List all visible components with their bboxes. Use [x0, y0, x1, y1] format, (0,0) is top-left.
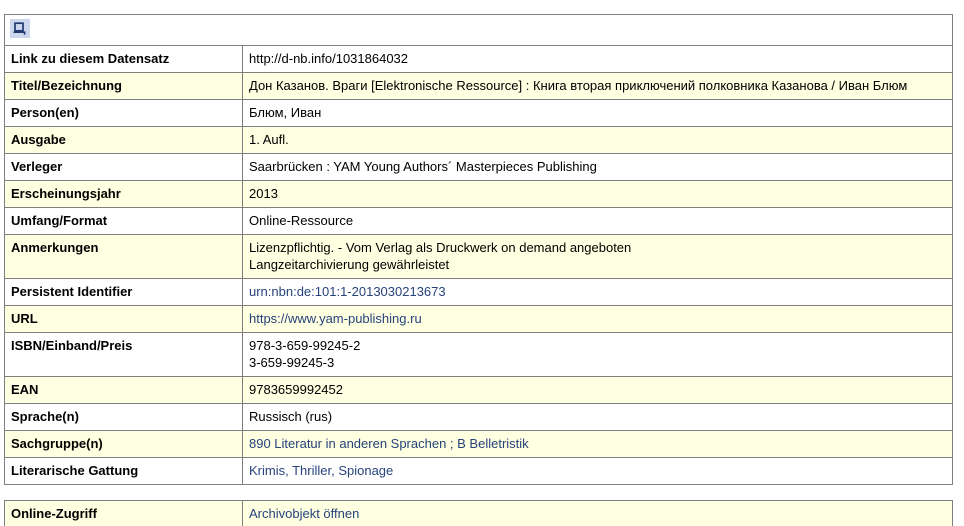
field-value-text: 3-659-99245-3: [249, 355, 335, 370]
record-rows: [5, 46, 952, 484]
table-row: [5, 457, 952, 484]
field-label: Ausgabe: [5, 127, 243, 153]
field-label: EAN: [5, 377, 243, 403]
field-label: Link zu diesem Datensatz: [5, 46, 243, 72]
field-value-link[interactable]: urn:nbn:de:101:1-2013030213673: [249, 284, 446, 299]
table-row: [5, 376, 952, 403]
field-value: [243, 458, 952, 484]
field-value-link[interactable]: Krimis, Thriller, Spionage: [249, 463, 394, 478]
field-value-text: Langzeitarchivierung gewährleistet: [249, 257, 450, 272]
field-label: Anmerkungen: [5, 235, 243, 278]
field-label: Umfang/Format: [5, 208, 243, 234]
field-value: [243, 377, 952, 403]
field-value-text: 978-3-659-99245-2: [249, 338, 361, 353]
field-value: [243, 333, 952, 376]
field-value-link[interactable]: https://www.yam-publishing.ru: [249, 311, 422, 326]
access-rows: [5, 501, 952, 526]
table-row: [5, 501, 952, 526]
field-label: Titel/Bezeichnung: [5, 73, 243, 99]
field-value: [243, 73, 952, 99]
field-value: [243, 181, 952, 207]
field-value: [243, 208, 952, 234]
field-label: Persistent Identifier: [5, 279, 243, 305]
field-value: [243, 404, 952, 430]
field-label: Sachgruppe(n): [5, 431, 243, 457]
field-value: [243, 100, 952, 126]
table-row: [5, 126, 952, 153]
field-value: [243, 235, 952, 278]
table-row: [5, 180, 952, 207]
table-row: [5, 278, 952, 305]
field-label: URL: [5, 306, 243, 332]
field-value-link[interactable]: 890 Literatur in anderen Sprachen ; B Belletristik: [249, 436, 529, 451]
field-value: [243, 501, 952, 526]
field-value: [243, 431, 952, 457]
table-row: [5, 153, 952, 180]
field-value-text: Online-Ressource: [249, 213, 354, 228]
record-table: [4, 14, 953, 485]
print-icon[interactable]: [10, 19, 30, 38]
table-row: [5, 332, 952, 376]
field-label: Verleger: [5, 154, 243, 180]
table-row: [5, 46, 952, 72]
field-value: [243, 306, 952, 332]
field-value: [243, 279, 952, 305]
table-row: [5, 99, 952, 126]
field-value-link[interactable]: Archivobjekt öffnen: [249, 506, 360, 521]
table-row: [5, 430, 952, 457]
field-label: Erscheinungsjahr: [5, 181, 243, 207]
field-value-text: http://d-nb.info/1031864032: [249, 51, 409, 66]
field-label: ISBN/Einband/Preis: [5, 333, 243, 376]
field-value-text: Lizenzpflichtig. - Vom Verlag als Druckwerk on demand angeboten: [249, 240, 632, 255]
field-value-text: Saarbrücken : YAM Young Authors´ Masterpieces Publishing: [249, 159, 597, 174]
table-row: [5, 234, 952, 278]
table-row: [5, 305, 952, 332]
table-row: [5, 207, 952, 234]
field-value: [243, 127, 952, 153]
field-label: Person(en): [5, 100, 243, 126]
table-row: [5, 72, 952, 99]
online-access-table: [4, 500, 953, 526]
field-value-text: 1. Aufl.: [249, 132, 289, 147]
toolbar-row: [5, 15, 952, 46]
field-value: [243, 46, 952, 72]
field-label: Sprache(n): [5, 404, 243, 430]
field-value-text: 2013: [249, 186, 278, 201]
field-value-text: Дон Казанов. Враги [Elektronische Ressource] : Книга вторая приключений полковника Казанова / Иван Блюм: [249, 78, 908, 93]
table-row: [5, 403, 952, 430]
field-value-text: Russisch (rus): [249, 409, 333, 424]
field-value-text: 9783659992452: [249, 382, 343, 397]
field-value: [243, 154, 952, 180]
field-label: Literarische Gattung: [5, 458, 243, 484]
field-value-text: Блюм, Иван: [249, 105, 322, 120]
field-label: Online-Zugriff: [5, 501, 243, 526]
